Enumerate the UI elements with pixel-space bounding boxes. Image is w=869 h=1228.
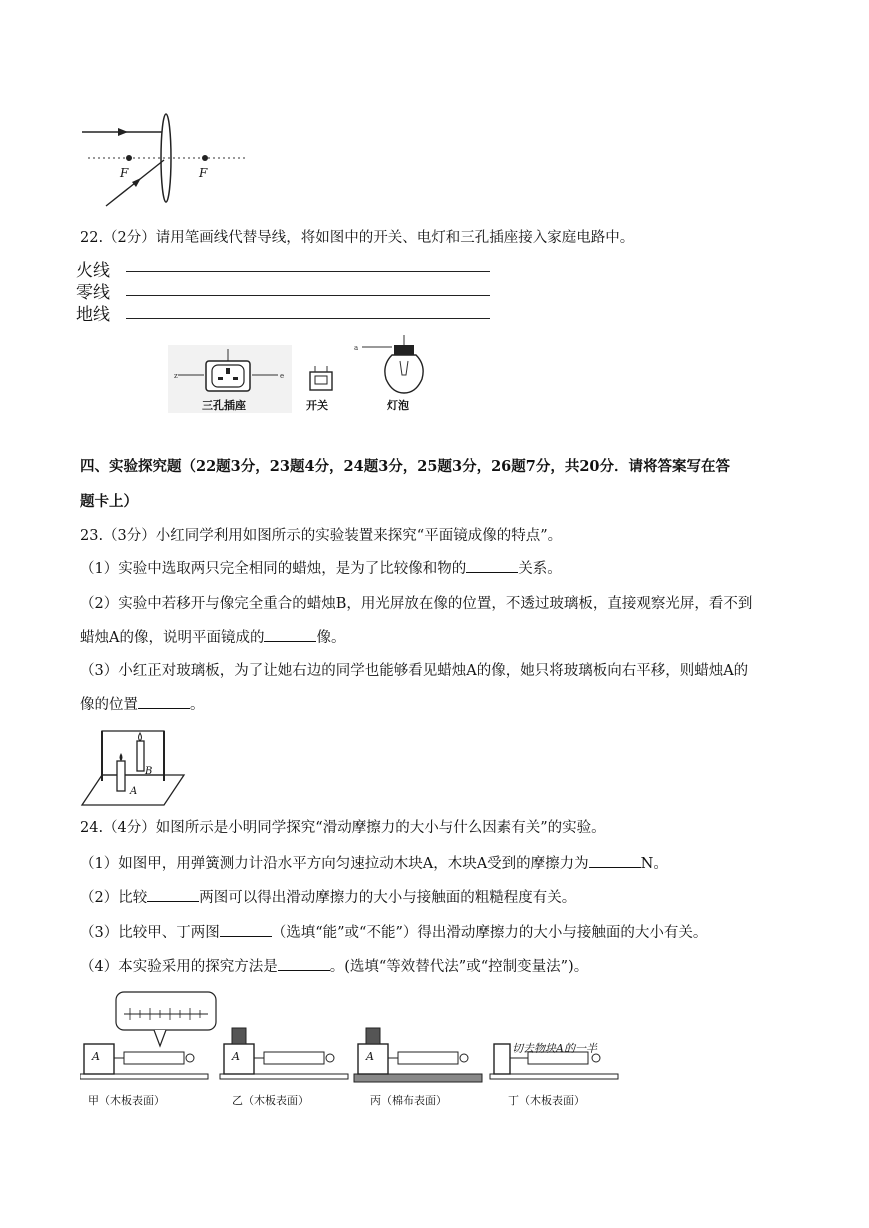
caption-bing: 丙（棉布表面） xyxy=(370,1094,447,1107)
lens-diagram xyxy=(78,110,250,214)
candle-a-label: A xyxy=(130,786,138,797)
cut-block-note: 切去物块A的一半 xyxy=(512,1042,597,1055)
q23-part2-line2 xyxy=(80,627,345,648)
ground-wire-label: 地线 xyxy=(76,305,110,325)
neutral-wire-label: 零线 xyxy=(76,283,110,303)
caption-jia: 甲（木板表面） xyxy=(88,1094,165,1107)
q23-part1 xyxy=(80,558,562,579)
answer-blank[interactable] xyxy=(147,887,199,902)
q23-part2-text: 蜡烛A的像，说明平面镜成的 xyxy=(80,630,265,646)
ground-wire-line xyxy=(126,318,490,319)
q24-part3-text: （3）比较甲、丁两图 xyxy=(80,925,220,941)
live-wire-label: 火线 xyxy=(76,261,110,281)
q24-part4-tail: 。(选填“等效替代法”或“控制变量法”)。 xyxy=(329,959,589,975)
q24-part4 xyxy=(80,956,588,977)
q24-stem: 24.（4分）如图所示是小明同学探究“滑动摩擦力的大小与什么因素有关”的实验。 xyxy=(80,820,606,836)
bulb-caption: 灯泡 xyxy=(387,399,409,412)
q24-part4-text: （4）本实验采用的探究方法是 xyxy=(80,959,278,975)
q23-part1-tail: 关系。 xyxy=(518,561,562,577)
socket-caption: 三孔插座 xyxy=(202,399,246,412)
svg-text:a: a xyxy=(354,344,359,352)
q23-part1-text: （1）实验中选取两只完全相同的蜡烛，是为了比较像和物的 xyxy=(80,561,467,577)
live-wire-line xyxy=(126,271,490,272)
q23-stem: 23.（3分）小红同学利用如图所示的实验装置来探究“平面镜成像的特点”。 xyxy=(80,528,563,544)
answer-blank[interactable] xyxy=(138,694,190,709)
q22-text: 22.（2分）请用笔画线代替导线，将如图中的开关、电灯和三孔插座接入家庭电路中。 xyxy=(80,230,635,246)
q23-part3-text: 像的位置 xyxy=(80,697,138,713)
answer-blank[interactable] xyxy=(220,922,272,937)
q23-part3-line2 xyxy=(80,694,205,715)
q24-part3-tail: （选填“能”或“不能”）得出滑动摩擦力的大小与接触面的大小有关。 xyxy=(271,925,708,941)
q24-part1 xyxy=(80,853,668,874)
q24-part3 xyxy=(80,922,707,943)
answer-blank[interactable] xyxy=(278,956,330,971)
focal-point-right-label: F xyxy=(199,166,208,180)
light-bulb-icon xyxy=(352,335,432,397)
q24-part2 xyxy=(80,887,576,908)
answer-blank[interactable] xyxy=(466,558,518,573)
block-a-label-3: A xyxy=(366,1050,374,1063)
q24-part2-tail: 两图可以得出滑动摩擦力的大小与接触面的粗糙程度有关。 xyxy=(199,890,577,906)
section4-title-line2: 题卡上） xyxy=(80,493,138,510)
answer-blank[interactable] xyxy=(264,627,316,642)
neutral-wire-line xyxy=(126,295,490,296)
q23-part2-line1: （2）实验中若移开与像完全重合的蜡烛B，用光屏放在像的位置，不透过玻璃板，直接观察光屏，看不到 xyxy=(80,596,753,612)
candle-b-label: B xyxy=(145,766,153,777)
q24-part1-tail: N。 xyxy=(640,856,668,872)
switch-caption: 开关 xyxy=(306,399,328,412)
svg-text:e: e xyxy=(280,372,285,380)
q23-part3-line1: （3）小红正对玻璃板，为了让她右边的同学也能够看见蜡烛A的像，她只将玻璃板向右平移，则蜡烛A的 xyxy=(80,663,749,679)
switch-icon xyxy=(306,362,336,392)
focal-point-left-label: F xyxy=(120,166,129,180)
q23-part2-tail: 像。 xyxy=(316,630,346,646)
q24-part2-text: （2）比较 xyxy=(80,890,148,906)
block-a-label-1: A xyxy=(92,1050,100,1063)
caption-yi: 乙（木板表面） xyxy=(232,1094,309,1107)
block-a-label-2: A xyxy=(232,1050,240,1063)
svg-text:z: z xyxy=(174,372,178,380)
section4-title-line1: 四、实验探究题（22题3分，23题4分，24题3分，25题3分，26题7分，共20分．请将答案写在答 xyxy=(80,458,731,475)
q23-part3-tail: 。 xyxy=(190,697,205,713)
q24-part1-text: （1）如图甲，用弹簧测力计沿水平方向匀速拉动木块A，木块A受到的摩擦力为 xyxy=(80,856,589,872)
answer-blank[interactable] xyxy=(589,853,641,868)
caption-ding: 丁（木板表面） xyxy=(508,1094,585,1107)
